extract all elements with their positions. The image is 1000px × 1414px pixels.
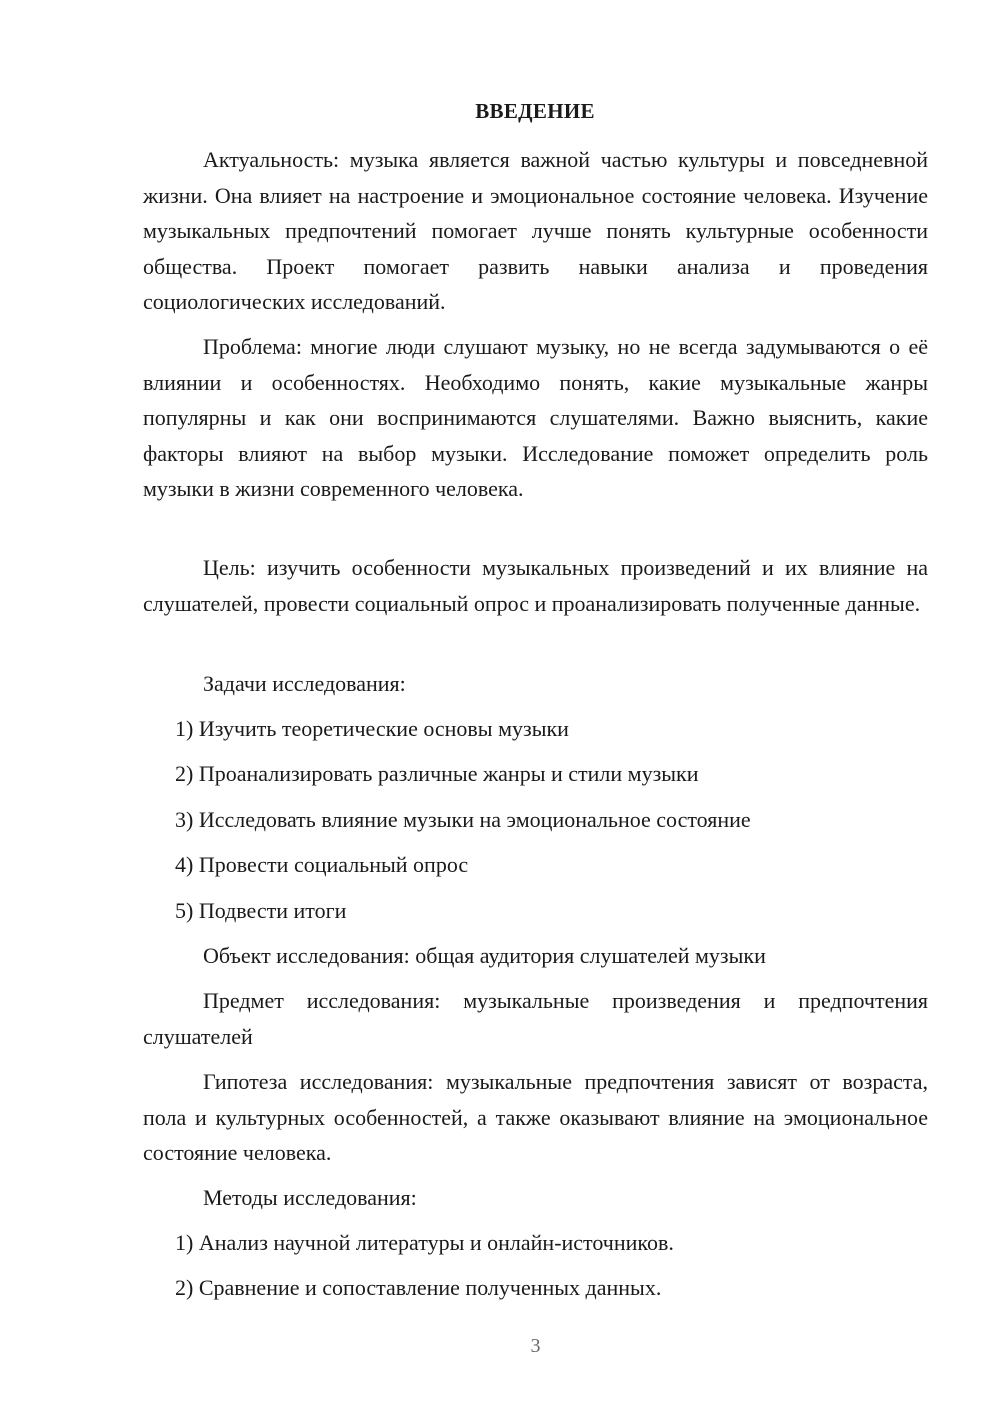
task-item-4: 4) Провести социальный опрос bbox=[175, 852, 469, 877]
page-title: ВВЕДЕНИЕ bbox=[475, 99, 595, 123]
paragraph-problem: Проблема: многие люди слушают музыку, но не всегда задумываются о её влиянии и особенностях. Необходимо понять, какие музыкальные жанры популярны и как они воспринимаются слушателями. Важно выяснить, какие факторы влияют на выбор музыки. Исследование поможет определить роль музыки в жизни современного человека. bbox=[143, 334, 928, 501]
task-item-1: 1) Изучить теоретические основы музыки bbox=[175, 716, 569, 741]
paragraph-subject: Предмет исследования: музыкальные произведения и предпочтения слушателей bbox=[143, 988, 928, 1049]
task-item-2: 2) Проанализировать различные жанры и стили музыки bbox=[175, 761, 699, 786]
task-item-5: 5) Подвести итоги bbox=[175, 898, 347, 923]
document-page bbox=[143, 0, 928, 1414]
method-item-1: 1) Анализ научной литературы и онлайн-источников. bbox=[175, 1230, 674, 1255]
paragraph-relevance: Актуальность: музыка является важной частью культуры и повседневной жизни. Она влияет на настроение и эмоциональное состояние человека. Изучение музыкальных предпочтений помогает лучше понять культурные особенности общества. Проект помогает развить навыки анализа и проведения социологических исследований. bbox=[143, 147, 928, 314]
paragraph-object: Объект исследования: общая аудитория слушателей музыки bbox=[203, 943, 766, 968]
page-number: 3 bbox=[530, 1335, 541, 1357]
paragraph-hypothesis: Гипотеза исследования: музыкальные предпочтения зависят от возраста, пола и культурных особенностей, а также оказывают влияние на эмоциональное состояние человека. bbox=[143, 1069, 928, 1165]
method-item-2: 2) Сравнение и сопоставление полученных данных. bbox=[175, 1275, 662, 1300]
methods-heading: Методы исследования: bbox=[203, 1185, 417, 1210]
task-item-3: 3) Исследовать влияние музыки на эмоциональное состояние bbox=[175, 807, 751, 832]
tasks-heading: Задачи исследования: bbox=[203, 671, 406, 696]
paragraph-goal: Цель: изучить особенности музыкальных произведений и их влияние на слушателей, провести социальный опрос и проанализировать полученные данные. bbox=[143, 555, 928, 616]
